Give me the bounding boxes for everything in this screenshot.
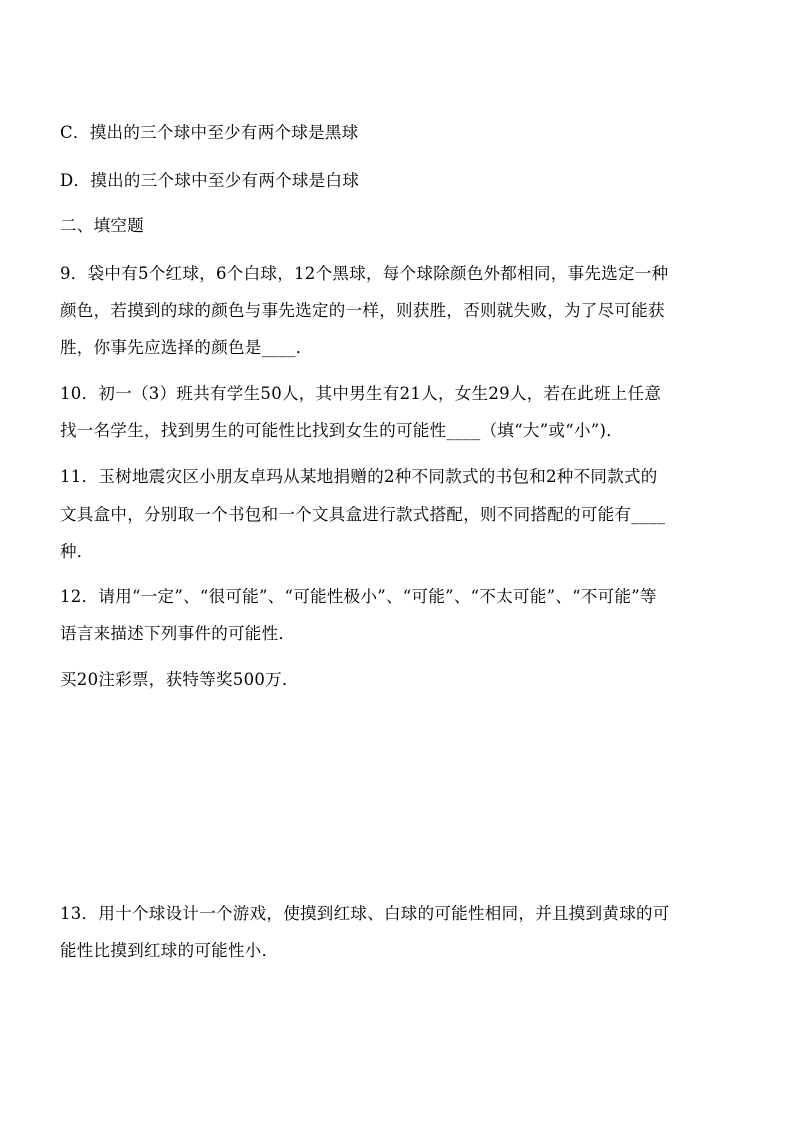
question-12-line-2: 语言来描述下列事件的可能性． [60,624,296,643]
option-c: C．摸出的三个球中至少有两个球是黑球 [60,123,359,142]
option-d: D．摸出的三个球中至少有两个球是白球 [60,171,360,190]
question-13-line-1: 13．用十个球设计一个游戏，使摸到红球、白球的可能性相同，并且摸到黄球的可 [60,904,670,923]
question-9-line-3: 胜，你事先应选择的颜色是____． [60,338,313,357]
question-9-line-2: 颜色，若摸到的球的颜色与事先选定的一样，则获胜，否则就失败，为了尽可能获 [60,301,665,320]
question-12-line-1: 12．请用“一定”、“很可能”、“可能性极小”、“可能”、“不太可能”、“不可能”等 [60,587,657,606]
question-11-line-1: 11．玉树地震灾区小朋友卓玛从某地捐赠的2种不同款式的书包和2种不同款式的 [60,467,658,486]
question-9-line-1: 9．袋中有5个红球，6个白球，12个黑球，每个球除颜色外都相同，事先选定一种 [60,264,669,283]
question-10-line-1: 10．初一（3）班共有学生50人，其中男生有21人，女生29人，若在此班上任意 [60,384,662,403]
question-10-line-2: 找一名学生，找到男生的可能性比找到女生的可能性____（填“大”或“小”)． [60,421,624,440]
question-11-line-3: 种． [60,542,94,561]
question-13-line-2: 能性比摸到红球的可能性小． [60,941,279,960]
section-heading: 二、填空题 [60,216,144,235]
question-12-item: 买20注彩票，获特等奖500万． [60,670,299,689]
question-11-line-2: 文具盒中，分别取一个书包和一个文具盒进行款式搭配，则不同搭配的可能有____ [60,505,666,524]
